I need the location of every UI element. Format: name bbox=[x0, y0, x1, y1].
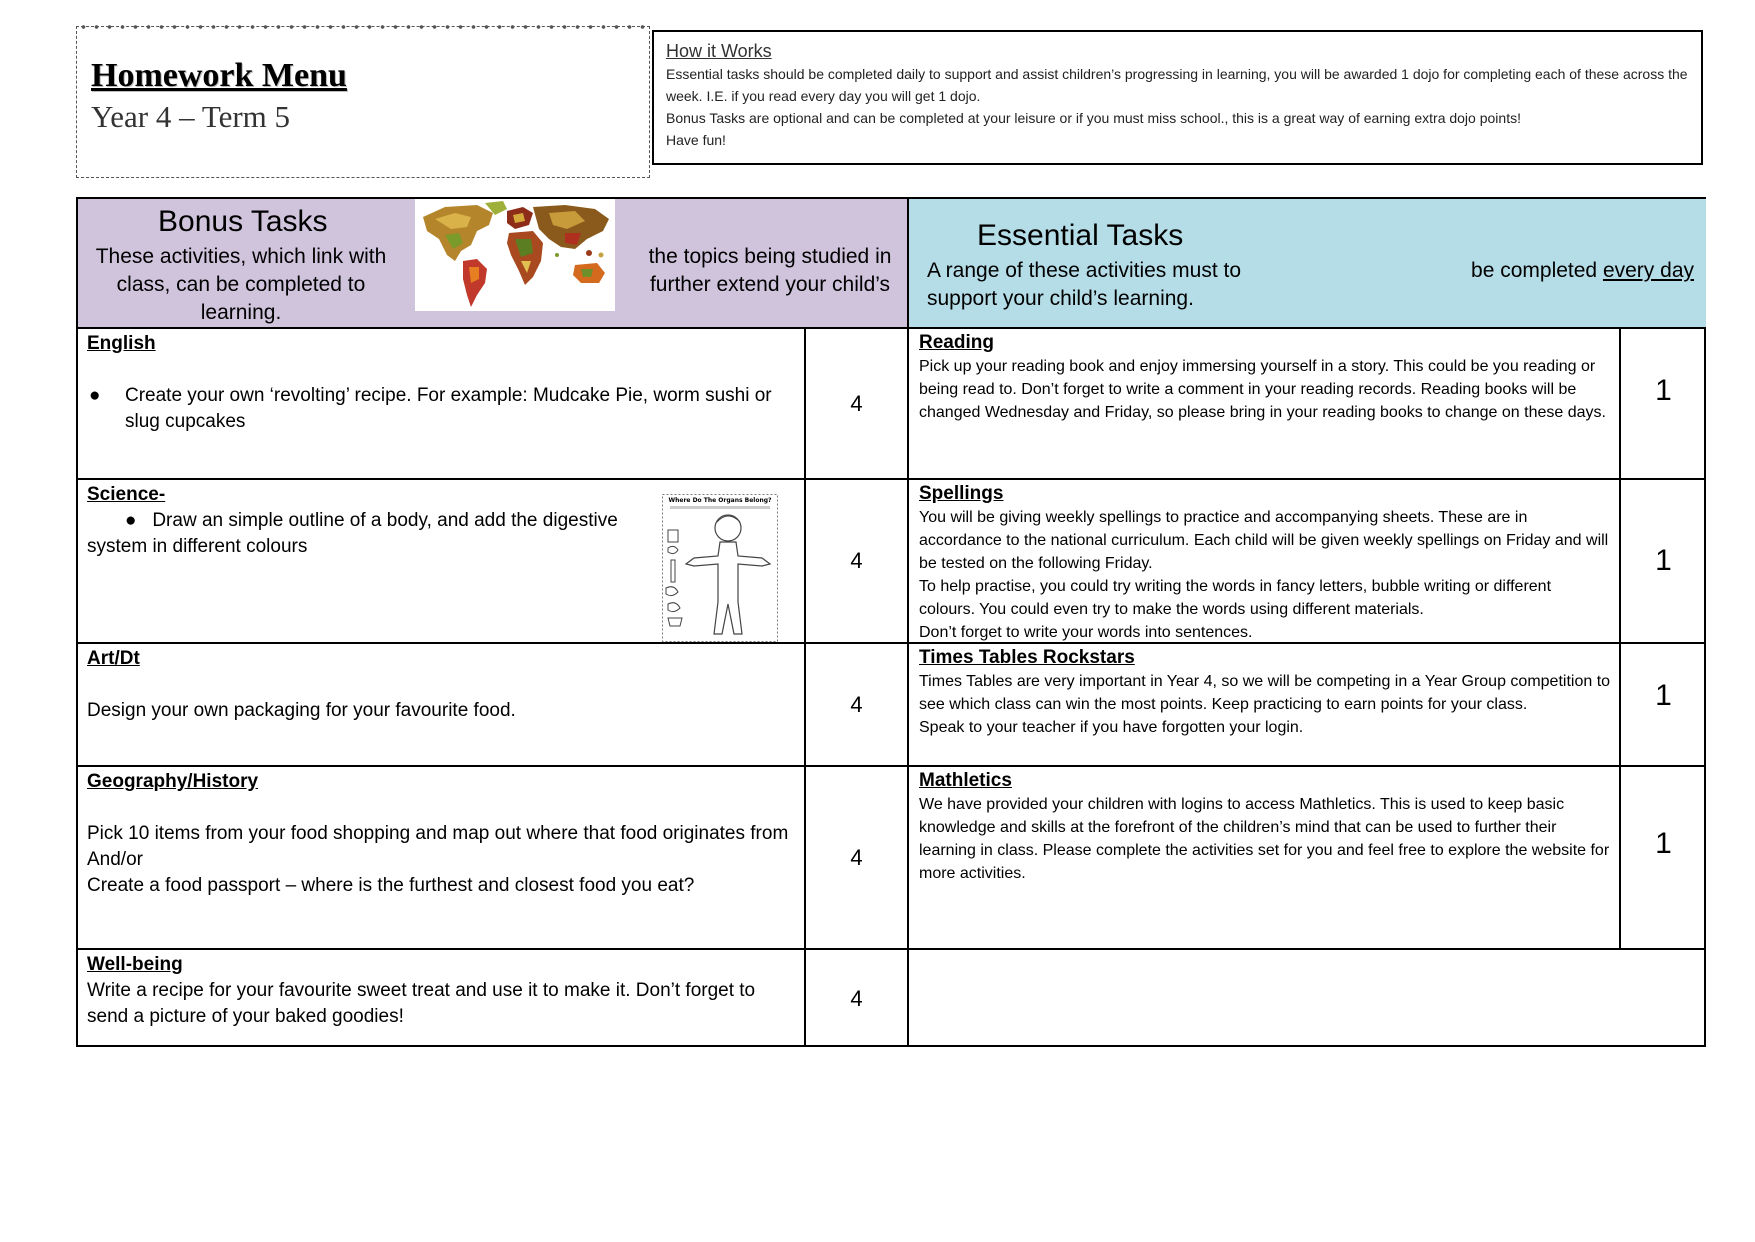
task-text: Create a food passport – where is the furthest and closest food you eat? bbox=[87, 875, 695, 896]
bullet-icon: ● bbox=[89, 385, 101, 406]
dotted-border-decoration bbox=[77, 24, 649, 30]
bonus-points-art-dt: 4 bbox=[850, 691, 863, 717]
task-heading: Reading bbox=[919, 332, 994, 353]
bonus-task-geography-history bbox=[78, 767, 804, 948]
task-text: Draw an simple outline of a body, and add the digestive system in different colours bbox=[87, 510, 618, 557]
empty-cell bbox=[909, 950, 1706, 1047]
how-it-works-line: Bonus Tasks are optional and can be completed at your leisure or if you must miss school., this is a great way of earning extra dojo points! bbox=[666, 110, 1521, 126]
bonus-tasks-title: Bonus Tasks bbox=[158, 205, 328, 238]
essential-description-prefix: be completed bbox=[1471, 259, 1603, 282]
bonus-task-science bbox=[78, 480, 804, 642]
how-it-works-line: Have fun! bbox=[666, 132, 726, 148]
task-heading: Art/Dt bbox=[87, 648, 140, 669]
task-text: You will be giving weekly spellings to practice and accompanying sheets. These are in accordance to the national curriculum. Each child will be given weekly spellings on Friday and will be tested on the following Friday. bbox=[919, 509, 1609, 572]
task-heading: Geography/History bbox=[87, 771, 259, 792]
essential-task-mathletics bbox=[909, 767, 1619, 948]
essential-description-left: A range of these activities must to support your child’s learning. bbox=[927, 259, 1241, 310]
document-subtitle: Year 4 – Term 5 bbox=[91, 99, 291, 134]
task-text: Write a recipe for your favourite sweet treat and use it to make it. Don’t forget to send a picture of your baked goodies! bbox=[87, 980, 756, 1027]
task-text: To help practise, you could try writing the words in fancy letters, bubble writing or different colours. You could even try to make the words using different materials. bbox=[919, 578, 1552, 618]
task-heading: Times Tables Rockstars bbox=[919, 647, 1135, 668]
bullet-item bbox=[87, 508, 637, 560]
essential-tasks-header bbox=[909, 199, 1706, 327]
task-text: Pick 10 items from your food shopping and map out where that food originates from bbox=[87, 823, 789, 844]
task-text: We have provided your children with logins to access Mathletics. This is used to keep basic knowledge and skills at the forefront of the children’s mind that can be used to further their learning in class. Please complete the activities set for you and feel free to explore the website for more activities. bbox=[919, 796, 1610, 882]
task-text: Design your own packaging for your favourite food. bbox=[87, 700, 516, 721]
essential-description-right bbox=[1471, 257, 1694, 285]
essential-points-mathletics: 1 bbox=[1655, 827, 1672, 860]
bonus-points-english: 4 bbox=[850, 390, 863, 416]
bonus-task-well-being bbox=[78, 950, 804, 1047]
task-heading: Spellings bbox=[919, 483, 1004, 504]
task-text: Don’t forget to write your words into sentences. bbox=[919, 624, 1253, 641]
task-heading: Well-being bbox=[87, 954, 183, 975]
essential-points-reading: 1 bbox=[1655, 374, 1672, 407]
task-text: Create your own ‘revolting’ recipe. For example: Mudcake Pie, worm sushi or slug cupcakes bbox=[125, 385, 772, 432]
digestive-organs-worksheet-image bbox=[662, 494, 778, 642]
bullet-icon: ● bbox=[125, 510, 137, 531]
task-text: And/or bbox=[87, 849, 143, 870]
bonus-task-english bbox=[78, 329, 804, 478]
task-heading: Science- bbox=[87, 484, 166, 505]
bonus-points-geography-history: 4 bbox=[850, 844, 863, 870]
title-box bbox=[76, 26, 650, 178]
how-it-works-line: Essential tasks should be completed daily to support and assist children’s progressing in learning, you will be awarded 1 dojo for completing each of these across the week. I.E. if you read every day you will get 1 dojo. bbox=[666, 66, 1688, 104]
task-heading: English bbox=[87, 333, 156, 354]
essential-description-every-day: every day bbox=[1602, 259, 1694, 282]
how-it-works-box bbox=[652, 30, 1703, 165]
bonus-tasks-header bbox=[78, 199, 909, 327]
worksheet-title: Where Do The Organs Belong? bbox=[668, 497, 772, 504]
bonus-points-well-being: 4 bbox=[850, 985, 863, 1011]
food-world-map-image bbox=[414, 199, 616, 311]
task-text: Pick up your reading book and enjoy immersing yourself in a story. This could be you reading or being read to. Don’t forget to write a comment in your reading records. Reading books will be changed Wednesday and Friday, so please bring in your reading books to change on these days. bbox=[919, 358, 1606, 421]
task-heading: Mathletics bbox=[919, 770, 1012, 791]
how-it-works-title: How it Works bbox=[666, 41, 772, 61]
bonus-description-left: These activities, which link with class, can be completed to learning. bbox=[95, 245, 387, 324]
bonus-description-right: the topics being studied in further extend your child’s bbox=[648, 245, 892, 296]
task-text: Times Tables are very important in Year 4, so we will be competing in a Year Group competition to see which class can win the most points. Keep practicing to earn points for your class. bbox=[919, 673, 1611, 713]
bonus-task-art-dt bbox=[78, 644, 804, 765]
essential-points-spellings: 1 bbox=[1655, 544, 1672, 577]
essential-task-spellings bbox=[909, 480, 1619, 642]
task-text: Speak to your teacher if you have forgotten your login. bbox=[919, 719, 1304, 736]
essential-task-times-tables bbox=[909, 644, 1619, 765]
essential-tasks-title: Essential Tasks bbox=[977, 219, 1184, 252]
document-title: Homework Menu bbox=[91, 57, 347, 94]
bonus-points-science: 4 bbox=[850, 548, 863, 573]
homework-grid bbox=[76, 197, 1706, 1047]
essential-points-times-tables: 1 bbox=[1655, 679, 1672, 712]
bullet-item bbox=[87, 383, 796, 435]
essential-task-reading bbox=[909, 329, 1619, 478]
